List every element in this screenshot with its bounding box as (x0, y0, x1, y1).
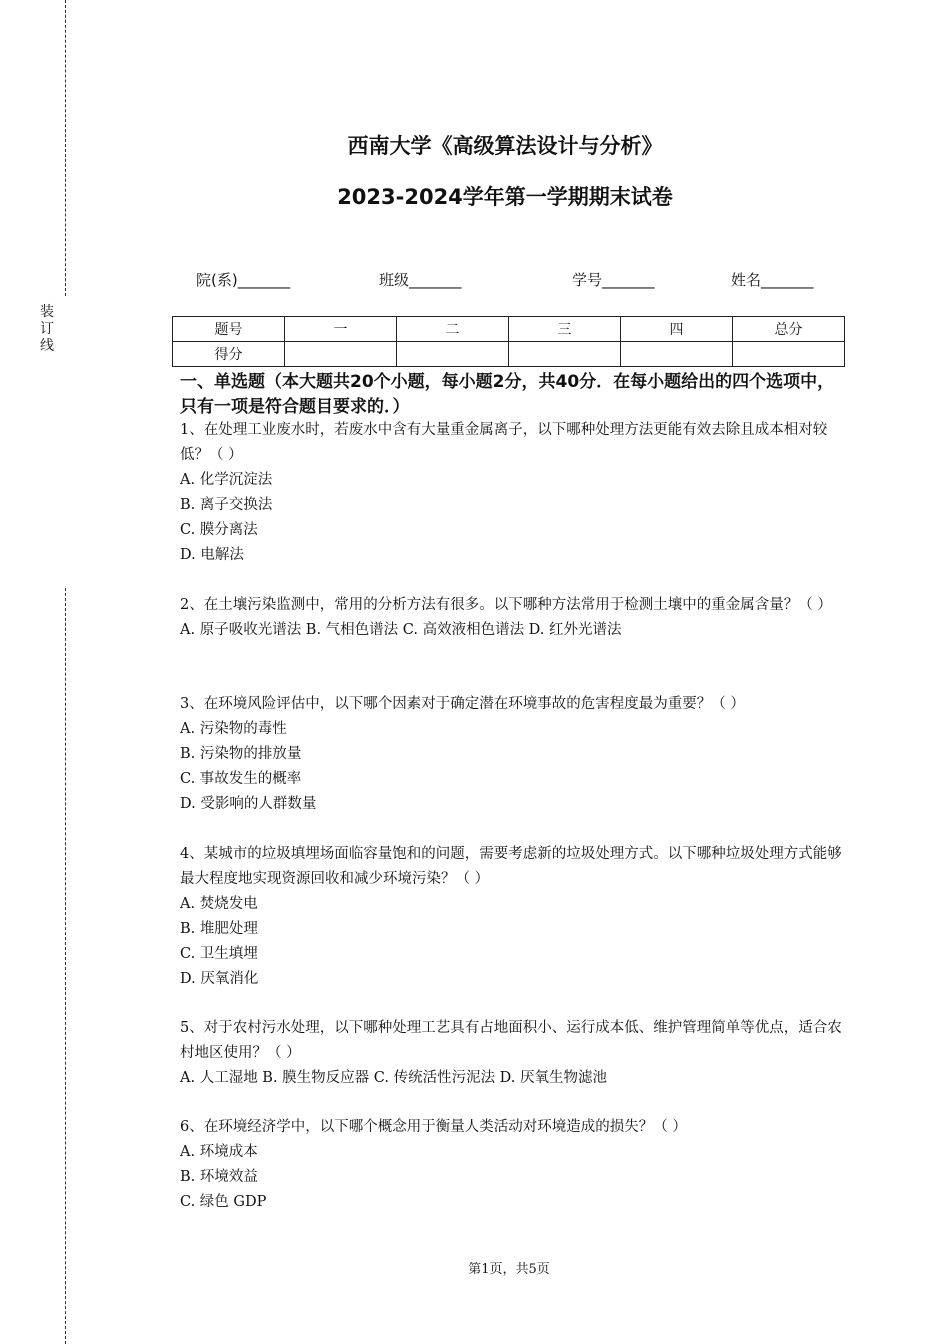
score-table-header-row (173, 317, 845, 342)
question-stem: 6、在环境经济学中，以下哪个概念用于衡量人类活动对环境造成的损失？（ ） (180, 1119, 687, 1135)
question-option: D. 受影响的人群数量 (180, 796, 317, 812)
question-option: B. 堆肥处理 (180, 921, 258, 937)
score-header-cell: 总分 (733, 317, 845, 342)
question-4 (180, 842, 842, 992)
score-header-cell: 题号 (173, 317, 285, 342)
class-field: 班级_______ (379, 271, 462, 289)
question-option: B. 环境效益 (180, 1169, 258, 1185)
department-field: 院(系)_______ (196, 271, 291, 289)
question-stem: 4、某城市的垃圾填埋场面临容量饱和的问题，需要考虑新的垃圾处理方式。以下哪种垃圾处理方式能够最大程度地实现资源回收和减少环境污染？（ ） (180, 846, 842, 887)
page-footer: 第1页，共5页 (468, 1262, 550, 1277)
question-option: A. 焚烧发电 (180, 896, 258, 912)
score-cell (397, 342, 509, 367)
question-stem: 3、在环境风险评估中，以下哪个因素对于确定潜在环境事故的危害程度最为重要？（ ） (180, 696, 745, 712)
question-stem: 2、在土壤污染监测中，常用的分析方法有很多。以下哪种方法常用于检测土壤中的重金属含量？（ ） (180, 597, 832, 613)
question-stem: 1、在处理工业废水时，若废水中含有大量重金属离子，以下哪种处理方法更能有效去除且成本相对较低？（ ） (180, 422, 828, 463)
question-6 (180, 1115, 842, 1215)
question-option: A. 原子吸收光谱法 B. 气相色谱法 C. 高效液相色谱法 D. 红外光谱法 (180, 622, 622, 638)
score-table-score-row (173, 342, 845, 367)
score-row-label: 得分 (173, 342, 285, 367)
question-option: A. 污染物的毒性 (180, 721, 287, 737)
question-option: B. 离子交换法 (180, 497, 273, 513)
score-cell (621, 342, 733, 367)
student-id-field: 学号_______ (572, 271, 655, 289)
question-option: A. 化学沉淀法 (180, 472, 273, 488)
question-option: C. 卫生填埋 (180, 946, 258, 962)
question-2 (180, 593, 842, 643)
question-option: A. 人工湿地 B. 膜生物反应器 C. 传统活性污泥法 D. 厌氧生物滤池 (180, 1070, 608, 1086)
binding-dashed-line-bottom (65, 588, 66, 1344)
name-field: 姓名_______ (731, 271, 814, 289)
question-3 (180, 692, 842, 817)
score-cell (733, 342, 845, 367)
score-table (172, 316, 845, 367)
exam-title: 西南大学《高级算法设计与分析》 (347, 134, 663, 158)
question-option: D. 厌氧消化 (180, 971, 259, 987)
exam-subtitle: 2023-2024学年第一学期期末试卷 (337, 185, 673, 209)
score-header-cell: 二 (397, 317, 509, 342)
question-option: C. 绿色 GDP (180, 1194, 267, 1210)
section-title: 一、单选题（本大题共20个小题，每小题2分，共40分．在每小题给出的四个选项中，只有一项是符合题目要求的．） (180, 372, 835, 417)
question-option: C. 膜分离法 (180, 522, 258, 538)
score-header-cell: 三 (509, 317, 621, 342)
score-cell (285, 342, 397, 367)
question-stem: 5、对于农村污水处理，以下哪种处理工艺具有占地面积小、运行成本低、维护管理简单等优点，适合农村地区使用？（ ） (180, 1020, 842, 1061)
score-header-cell: 一 (285, 317, 397, 342)
question-option: D. 电解法 (180, 547, 244, 563)
question-option: B. 污染物的排放量 (180, 746, 302, 762)
question-5 (180, 1016, 842, 1091)
score-cell (509, 342, 621, 367)
question-option: A. 环境成本 (180, 1144, 258, 1160)
score-header-cell: 四 (621, 317, 733, 342)
binding-label: 装订线 (40, 304, 54, 354)
question-option: C. 事故发生的概率 (180, 771, 302, 787)
question-1 (180, 418, 842, 568)
